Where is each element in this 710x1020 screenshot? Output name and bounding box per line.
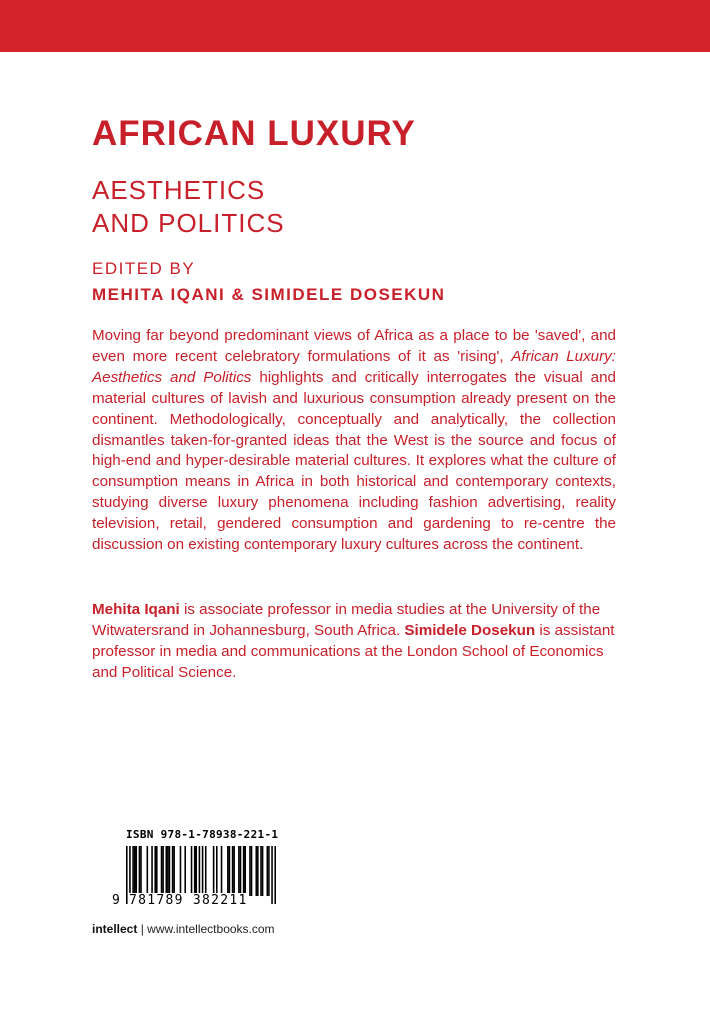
barcode-bar — [213, 846, 215, 896]
barcode-bar — [262, 846, 264, 896]
barcode-bar — [140, 846, 142, 896]
blurb-paragraph — [92, 326, 616, 556]
barcode-bar — [135, 846, 137, 896]
barcode-bar — [167, 846, 169, 896]
barcode-bar — [156, 846, 158, 896]
barcode-bar — [240, 846, 242, 896]
edited-by-label: EDITED BY — [92, 259, 196, 278]
barcode-bar — [221, 846, 223, 896]
barcode-bar — [162, 846, 164, 896]
top-color-band — [0, 0, 710, 52]
barcode-bar — [271, 846, 273, 904]
blurb-text: Moving far beyond predominant views of Africa as a place to be 'saved', and even more recent celebratory formulations of it as 'rising', — [92, 327, 616, 365]
barcode-bar — [165, 846, 167, 896]
barcode-bar — [205, 846, 207, 896]
barcode-bar — [132, 846, 134, 896]
barcode-bar — [267, 846, 269, 896]
barcode-digits: 781789 382211 — [129, 893, 248, 908]
bio-name: Mehita Iqani — [92, 601, 180, 618]
barcode-bar — [232, 846, 234, 896]
barcode-bar — [169, 846, 171, 896]
isbn-label: ISBN 978-1-78938-221-1 — [126, 828, 279, 841]
barcode-bar — [134, 846, 136, 896]
barcode-bar — [139, 846, 141, 896]
bio-text: is assistant professor in media and communications at the London School of Economics and Political Science. — [92, 621, 615, 681]
barcode-bar — [191, 846, 193, 896]
barcode-bar — [249, 846, 251, 896]
barcode-bar — [151, 846, 153, 896]
blurb-book-title: African Luxury: Aesthetics and Politics — [92, 347, 616, 386]
publisher-footer — [92, 922, 275, 936]
barcode-bar — [251, 846, 253, 896]
subtitle-line: AESTHETICS — [92, 175, 266, 205]
barcode-bar — [173, 846, 175, 896]
barcode-bar — [238, 846, 240, 896]
book-subtitle — [92, 174, 285, 240]
barcode-bar — [244, 846, 246, 896]
barcode-bar — [243, 846, 245, 896]
bio-text: is associate professor in media studies at the University of the Witwatersrand in Johannesburg, South Africa. — [92, 601, 601, 639]
barcode-lead-digit: 9 — [112, 893, 120, 908]
barcode-bar — [268, 846, 270, 896]
barcode-bar — [184, 846, 186, 896]
blurb-text: highlights and critically interrogates the visual and material cultures of lavish and luxurious consumption already present on the continent. Methodologically, conceptually and analytically, the collection dismantles taken-for-granted ideas that the West is the source and focus of high-end and hyper-desirable material cultures. It explores what the culture of consumption means in Africa in both historical and contemporary contexts, studying diverse luxury phenomena including fashion advertising, reality television, retail, gendered consumption and gardening to re-centre the discussion on existing contemporary luxury cultures across the continent. — [92, 368, 617, 554]
subtitle-line: AND POLITICS — [92, 208, 285, 238]
footer-separator: | — [137, 922, 148, 936]
barcode-bar — [260, 846, 262, 896]
publisher-name: intellect — [92, 922, 138, 936]
barcode-bar — [227, 846, 229, 896]
barcode-bar — [161, 846, 163, 896]
barcode-bar — [154, 846, 156, 896]
barcode-bar — [195, 846, 197, 896]
publisher-website[interactable]: www.intellectbooks.com — [147, 922, 275, 936]
book-title: AFRICAN LUXURY — [92, 114, 416, 153]
editor-names: MEHITA IQANI & SIMIDELE DOSEKUN — [92, 285, 446, 304]
editors-bio — [92, 600, 616, 684]
barcode-bar — [180, 846, 182, 896]
barcode-bar — [233, 846, 235, 896]
barcode-bar — [216, 846, 218, 896]
barcode-bar — [194, 846, 196, 896]
barcode-bar — [274, 846, 276, 904]
bio-name: Simidele Dosekun — [404, 621, 536, 639]
barcode-bar — [229, 846, 231, 896]
barcode-bar — [257, 846, 259, 896]
barcode — [112, 846, 276, 916]
barcode-bar — [147, 846, 149, 896]
barcode-bar — [172, 846, 174, 896]
barcode-bar — [255, 846, 257, 896]
